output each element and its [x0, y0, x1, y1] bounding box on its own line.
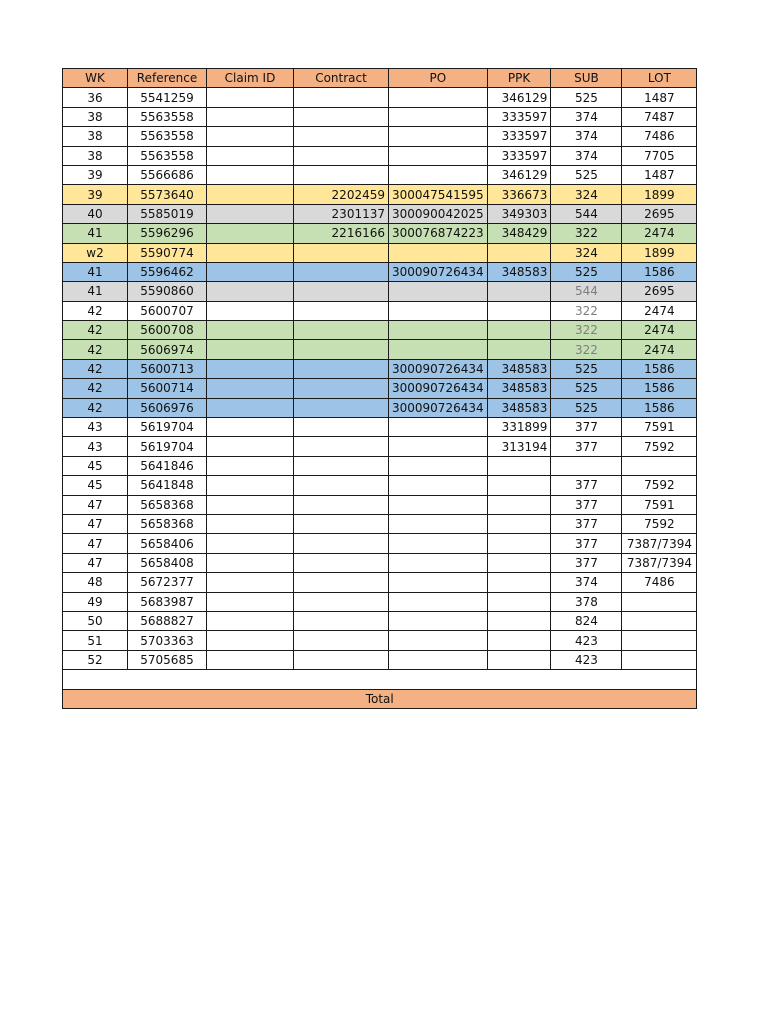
- cell-contract[interactable]: [294, 321, 389, 340]
- table-row: [63, 631, 697, 650]
- cell-wk[interactable]: 39: [63, 165, 128, 184]
- header-row: [63, 69, 697, 88]
- cell-po[interactable]: [389, 88, 488, 107]
- cell-sub[interactable]: 322: [551, 224, 622, 243]
- cell-claim-id[interactable]: [207, 437, 294, 456]
- cell-wk[interactable]: 47: [63, 553, 128, 572]
- cell-contract[interactable]: [294, 514, 389, 533]
- cell-reference[interactable]: 5672377: [128, 573, 207, 592]
- cell-claim-id[interactable]: [207, 611, 294, 630]
- cell-po[interactable]: [389, 514, 488, 533]
- table-row: [63, 185, 697, 204]
- cell-po[interactable]: [389, 301, 488, 320]
- cell-sub[interactable]: 378: [551, 592, 622, 611]
- cell-reference[interactable]: 5596296: [128, 224, 207, 243]
- cell-lot[interactable]: 7591: [622, 418, 697, 437]
- cell-po[interactable]: [389, 418, 488, 437]
- table-row: [63, 650, 697, 669]
- cell-wk[interactable]: 42: [63, 379, 128, 398]
- cell-po[interactable]: [389, 340, 488, 359]
- cell-contract[interactable]: [294, 611, 389, 630]
- cell-contract[interactable]: [294, 243, 389, 262]
- cell-sub[interactable]: 374: [551, 107, 622, 126]
- cell-sub[interactable]: [551, 456, 622, 475]
- cell-lot[interactable]: [622, 650, 697, 669]
- cell-claim-id[interactable]: [207, 650, 294, 669]
- cell-claim-id[interactable]: [207, 282, 294, 301]
- column-header-sub[interactable]: SUB: [551, 69, 622, 88]
- cell-claim-id[interactable]: [207, 107, 294, 126]
- cell-ppk[interactable]: [487, 650, 551, 669]
- cell-wk[interactable]: 41: [63, 224, 128, 243]
- cell-wk[interactable]: 51: [63, 631, 128, 650]
- cell-lot[interactable]: 1586: [622, 398, 697, 417]
- cell-wk[interactable]: 52: [63, 650, 128, 669]
- column-header-contract[interactable]: Contract: [294, 69, 389, 88]
- table-row: [63, 107, 697, 126]
- cell-wk[interactable]: 41: [63, 282, 128, 301]
- cell-lot[interactable]: 1899: [622, 243, 697, 262]
- table-row: [63, 456, 697, 475]
- cell-sub[interactable]: 525: [551, 262, 622, 281]
- cell-claim-id[interactable]: [207, 379, 294, 398]
- cell-sub[interactable]: 377: [551, 514, 622, 533]
- cell-contract[interactable]: [294, 476, 389, 495]
- cell-lot[interactable]: [622, 592, 697, 611]
- cell-wk[interactable]: 49: [63, 592, 128, 611]
- cell-lot[interactable]: [622, 456, 697, 475]
- cell-contract[interactable]: [294, 456, 389, 475]
- cell-lot[interactable]: 1487: [622, 165, 697, 184]
- cell-ppk[interactable]: 348583: [487, 359, 551, 378]
- cell-contract[interactable]: [294, 573, 389, 592]
- cell-claim-id[interactable]: [207, 592, 294, 611]
- cell-ppk[interactable]: 333597: [487, 127, 551, 146]
- cell-reference[interactable]: 5596462: [128, 262, 207, 281]
- cell-contract[interactable]: [294, 282, 389, 301]
- cell-sub[interactable]: 374: [551, 573, 622, 592]
- cell-reference[interactable]: 5619704: [128, 437, 207, 456]
- cell-po[interactable]: [389, 456, 488, 475]
- table-row: [63, 418, 697, 437]
- cell-po[interactable]: [389, 611, 488, 630]
- cell-lot[interactable]: [622, 611, 697, 630]
- cell-sub[interactable]: 322: [551, 301, 622, 320]
- total-row: [63, 689, 697, 708]
- table-row: [63, 301, 697, 320]
- cell-claim-id[interactable]: [207, 398, 294, 417]
- cell-lot[interactable]: 7705: [622, 146, 697, 165]
- cell-po[interactable]: 300090726434: [389, 379, 488, 398]
- cell-po[interactable]: [389, 127, 488, 146]
- table-row: [63, 321, 697, 340]
- cell-lot[interactable]: [622, 631, 697, 650]
- cell-wk[interactable]: 38: [63, 127, 128, 146]
- cell-reference[interactable]: 5658408: [128, 553, 207, 572]
- cell-ppk[interactable]: 348583: [487, 398, 551, 417]
- cell-reference[interactable]: 5703363: [128, 631, 207, 650]
- column-header-claim-id[interactable]: Claim ID: [207, 69, 294, 88]
- cell-lot[interactable]: 1586: [622, 359, 697, 378]
- table-row: [63, 146, 697, 165]
- cell-claim-id[interactable]: [207, 514, 294, 533]
- table-row: [63, 611, 697, 630]
- cell-po[interactable]: [389, 165, 488, 184]
- cell-po[interactable]: [389, 534, 488, 553]
- cell-wk[interactable]: 43: [63, 418, 128, 437]
- cell-po[interactable]: 300047541595: [389, 185, 488, 204]
- cell-lot[interactable]: 1586: [622, 379, 697, 398]
- cell-ppk[interactable]: [487, 243, 551, 262]
- cell-po[interactable]: 300090726434: [389, 359, 488, 378]
- cell-ppk[interactable]: 333597: [487, 107, 551, 126]
- cell-sub[interactable]: 377: [551, 553, 622, 572]
- cell-sub[interactable]: 544: [551, 204, 622, 223]
- cell-ppk[interactable]: [487, 456, 551, 475]
- cell-po[interactable]: [389, 243, 488, 262]
- cell-wk[interactable]: w2: [63, 243, 128, 262]
- cell-wk[interactable]: 38: [63, 107, 128, 126]
- cell-contract[interactable]: [294, 398, 389, 417]
- cell-ppk[interactable]: [487, 476, 551, 495]
- cell-claim-id[interactable]: [207, 146, 294, 165]
- cell-sub[interactable]: 377: [551, 418, 622, 437]
- cell-lot[interactable]: 7487: [622, 107, 697, 126]
- cell-reference[interactable]: 5683987: [128, 592, 207, 611]
- cell-contract[interactable]: [294, 262, 389, 281]
- cell-sub[interactable]: 322: [551, 340, 622, 359]
- column-header-reference[interactable]: Reference: [128, 69, 207, 88]
- table-row: [63, 282, 697, 301]
- cell-ppk[interactable]: [487, 282, 551, 301]
- cell-sub[interactable]: 377: [551, 437, 622, 456]
- column-header-lot[interactable]: LOT: [622, 69, 697, 88]
- cell-contract[interactable]: [294, 301, 389, 320]
- cell-claim-id[interactable]: [207, 185, 294, 204]
- cell-ppk[interactable]: 336673: [487, 185, 551, 204]
- column-header-ppk[interactable]: PPK: [487, 69, 551, 88]
- cell-contract[interactable]: [294, 379, 389, 398]
- cell-reference[interactable]: 5658406: [128, 534, 207, 553]
- table-row: [63, 592, 697, 611]
- cell-claim-id[interactable]: [207, 243, 294, 262]
- cell-lot[interactable]: 1899: [622, 185, 697, 204]
- cell-sub[interactable]: 525: [551, 359, 622, 378]
- cell-contract[interactable]: [294, 340, 389, 359]
- cell-po[interactable]: [389, 650, 488, 669]
- cell-wk[interactable]: 36: [63, 88, 128, 107]
- cell-contract[interactable]: [294, 107, 389, 126]
- cell-contract[interactable]: 2216166: [294, 224, 389, 243]
- cell-claim-id[interactable]: [207, 340, 294, 359]
- cell-lot[interactable]: 7486: [622, 573, 697, 592]
- table-row: [63, 243, 697, 262]
- cell-reference[interactable]: 5641848: [128, 476, 207, 495]
- cell-ppk[interactable]: [487, 514, 551, 533]
- cell-sub[interactable]: 525: [551, 379, 622, 398]
- cell-claim-id[interactable]: [207, 321, 294, 340]
- cell-ppk[interactable]: 348429: [487, 224, 551, 243]
- table-row: [63, 398, 697, 417]
- cell-contract[interactable]: [294, 437, 389, 456]
- blank-row: [63, 670, 697, 689]
- cell-sub[interactable]: 377: [551, 534, 622, 553]
- cell-po[interactable]: [389, 573, 488, 592]
- table-body: [63, 88, 697, 670]
- cell-sub[interactable]: 525: [551, 398, 622, 417]
- cell-claim-id[interactable]: [207, 165, 294, 184]
- cell-contract[interactable]: [294, 650, 389, 669]
- cell-reference[interactable]: 5658368: [128, 495, 207, 514]
- cell-reference[interactable]: 5606976: [128, 398, 207, 417]
- cell-ppk[interactable]: 348583: [487, 379, 551, 398]
- cell-ppk[interactable]: [487, 592, 551, 611]
- cell-wk[interactable]: 47: [63, 514, 128, 533]
- cell-lot[interactable]: 2474: [622, 301, 697, 320]
- cell-reference[interactable]: 5573640: [128, 185, 207, 204]
- total-label[interactable]: Total: [63, 689, 697, 708]
- cell-contract[interactable]: [294, 534, 389, 553]
- cell-ppk[interactable]: 348583: [487, 262, 551, 281]
- table-row: [63, 534, 697, 553]
- cell-ppk[interactable]: [487, 573, 551, 592]
- cell-wk[interactable]: 48: [63, 573, 128, 592]
- cell-lot[interactable]: 7591: [622, 495, 697, 514]
- cell-wk[interactable]: 42: [63, 398, 128, 417]
- cell-lot[interactable]: 2474: [622, 224, 697, 243]
- cell-po[interactable]: [389, 592, 488, 611]
- cell-sub[interactable]: 322: [551, 321, 622, 340]
- cell-reference[interactable]: 5606974: [128, 340, 207, 359]
- cell-lot[interactable]: 7486: [622, 127, 697, 146]
- cell-po[interactable]: [389, 437, 488, 456]
- cell-wk[interactable]: 47: [63, 495, 128, 514]
- cell-claim-id[interactable]: [207, 418, 294, 437]
- cell-po[interactable]: [389, 107, 488, 126]
- cell-sub[interactable]: 377: [551, 476, 622, 495]
- cell-reference[interactable]: 5641846: [128, 456, 207, 475]
- cell-ppk[interactable]: 346129: [487, 88, 551, 107]
- cell-wk[interactable]: 39: [63, 185, 128, 204]
- cell-po[interactable]: [389, 631, 488, 650]
- table-row: [63, 127, 697, 146]
- cell-wk[interactable]: 45: [63, 476, 128, 495]
- table-row: [63, 437, 697, 456]
- column-header-po[interactable]: PO: [389, 69, 488, 88]
- cell-sub[interactable]: 374: [551, 146, 622, 165]
- cell-claim-id[interactable]: [207, 224, 294, 243]
- cell-contract[interactable]: 2202459: [294, 185, 389, 204]
- spreadsheet-table: [62, 68, 697, 709]
- cell-contract[interactable]: [294, 418, 389, 437]
- cell-lot[interactable]: 1487: [622, 88, 697, 107]
- cell-reference[interactable]: 5619704: [128, 418, 207, 437]
- cell-contract[interactable]: [294, 359, 389, 378]
- cell-reference[interactable]: 5590774: [128, 243, 207, 262]
- cell-contract[interactable]: [294, 592, 389, 611]
- cell-reference[interactable]: 5705685: [128, 650, 207, 669]
- cell-sub[interactable]: 423: [551, 650, 622, 669]
- cell-claim-id[interactable]: [207, 301, 294, 320]
- cell-reference[interactable]: 5688827: [128, 611, 207, 630]
- cell-claim-id[interactable]: [207, 573, 294, 592]
- cell-lot[interactable]: 7387/7394: [622, 534, 697, 553]
- cell-po[interactable]: [389, 553, 488, 572]
- table-row: [63, 359, 697, 378]
- cell-lot[interactable]: 7387/7394: [622, 553, 697, 572]
- table-row: [63, 340, 697, 359]
- cell-ppk[interactable]: [487, 553, 551, 572]
- cell-sub[interactable]: 824: [551, 611, 622, 630]
- blank-cell[interactable]: [63, 670, 697, 689]
- cell-ppk[interactable]: 346129: [487, 165, 551, 184]
- cell-wk[interactable]: 38: [63, 146, 128, 165]
- cell-contract[interactable]: [294, 127, 389, 146]
- cell-po[interactable]: [389, 476, 488, 495]
- cell-reference[interactable]: 5600713: [128, 359, 207, 378]
- cell-ppk[interactable]: [487, 321, 551, 340]
- cell-sub[interactable]: 544: [551, 282, 622, 301]
- cell-claim-id[interactable]: [207, 495, 294, 514]
- cell-lot[interactable]: 2474: [622, 340, 697, 359]
- cell-po[interactable]: 300090726434: [389, 262, 488, 281]
- cell-claim-id[interactable]: [207, 476, 294, 495]
- cell-ppk[interactable]: 333597: [487, 146, 551, 165]
- cell-claim-id[interactable]: [207, 262, 294, 281]
- cell-lot[interactable]: 2695: [622, 204, 697, 223]
- table-row: [63, 204, 697, 223]
- table-row: [63, 573, 697, 592]
- table-row: [63, 88, 697, 107]
- cell-sub[interactable]: 324: [551, 243, 622, 262]
- cell-claim-id[interactable]: [207, 553, 294, 572]
- cell-ppk[interactable]: 349303: [487, 204, 551, 223]
- cell-reference[interactable]: 5658368: [128, 514, 207, 533]
- cell-reference[interactable]: 5600708: [128, 321, 207, 340]
- cell-claim-id[interactable]: [207, 204, 294, 223]
- cell-po[interactable]: [389, 282, 488, 301]
- table-row: [63, 476, 697, 495]
- column-header-wk[interactable]: WK: [63, 69, 128, 88]
- table-row: [63, 553, 697, 572]
- cell-po[interactable]: 300090042025: [389, 204, 488, 223]
- table-row: [63, 224, 697, 243]
- cell-claim-id[interactable]: [207, 359, 294, 378]
- cell-wk[interactable]: 40: [63, 204, 128, 223]
- cell-po[interactable]: [389, 495, 488, 514]
- cell-wk[interactable]: 42: [63, 340, 128, 359]
- cell-ppk[interactable]: [487, 631, 551, 650]
- cell-wk[interactable]: 50: [63, 611, 128, 630]
- cell-lot[interactable]: 1586: [622, 262, 697, 281]
- cell-contract[interactable]: [294, 495, 389, 514]
- cell-contract[interactable]: 2301137: [294, 204, 389, 223]
- cell-reference[interactable]: 5585019: [128, 204, 207, 223]
- cell-lot[interactable]: 7592: [622, 437, 697, 456]
- cell-wk[interactable]: 42: [63, 301, 128, 320]
- cell-po[interactable]: [389, 321, 488, 340]
- cell-ppk[interactable]: [487, 495, 551, 514]
- cell-claim-id[interactable]: [207, 127, 294, 146]
- cell-wk[interactable]: 43: [63, 437, 128, 456]
- cell-wk[interactable]: 42: [63, 321, 128, 340]
- cell-sub[interactable]: 374: [551, 127, 622, 146]
- cell-reference[interactable]: 5600714: [128, 379, 207, 398]
- cell-wk[interactable]: 41: [63, 262, 128, 281]
- cell-reference[interactable]: 5563558: [128, 127, 207, 146]
- cell-ppk[interactable]: [487, 611, 551, 630]
- cell-contract[interactable]: [294, 553, 389, 572]
- cell-ppk[interactable]: 331899: [487, 418, 551, 437]
- table-row: [63, 379, 697, 398]
- cell-sub[interactable]: 423: [551, 631, 622, 650]
- cell-reference[interactable]: 5590860: [128, 282, 207, 301]
- cell-reference[interactable]: 5600707: [128, 301, 207, 320]
- cell-lot[interactable]: 2695: [622, 282, 697, 301]
- cell-contract[interactable]: [294, 631, 389, 650]
- cell-claim-id[interactable]: [207, 456, 294, 475]
- cell-contract[interactable]: [294, 146, 389, 165]
- cell-wk[interactable]: 45: [63, 456, 128, 475]
- cell-lot[interactable]: 7592: [622, 476, 697, 495]
- cell-contract[interactable]: [294, 165, 389, 184]
- cell-lot[interactable]: 2474: [622, 321, 697, 340]
- table-row: [63, 165, 697, 184]
- cell-reference[interactable]: 5563558: [128, 107, 207, 126]
- cell-po[interactable]: [389, 146, 488, 165]
- table-row: [63, 262, 697, 281]
- cell-ppk[interactable]: [487, 534, 551, 553]
- cell-wk[interactable]: 42: [63, 359, 128, 378]
- cell-ppk[interactable]: [487, 340, 551, 359]
- cell-po[interactable]: 300076874223: [389, 224, 488, 243]
- cell-wk[interactable]: 47: [63, 534, 128, 553]
- cell-reference[interactable]: 5563558: [128, 146, 207, 165]
- cell-sub[interactable]: 525: [551, 165, 622, 184]
- cell-claim-id[interactable]: [207, 631, 294, 650]
- table-row: [63, 514, 697, 533]
- table-row: [63, 495, 697, 514]
- cell-claim-id[interactable]: [207, 534, 294, 553]
- cell-reference[interactable]: 5541259: [128, 88, 207, 107]
- cell-lot[interactable]: 7592: [622, 514, 697, 533]
- cell-ppk[interactable]: [487, 301, 551, 320]
- cell-contract[interactable]: [294, 88, 389, 107]
- cell-sub[interactable]: 525: [551, 88, 622, 107]
- cell-reference[interactable]: 5566686: [128, 165, 207, 184]
- cell-ppk[interactable]: 313194: [487, 437, 551, 456]
- cell-claim-id[interactable]: [207, 88, 294, 107]
- cell-sub[interactable]: 324: [551, 185, 622, 204]
- cell-sub[interactable]: 377: [551, 495, 622, 514]
- cell-po[interactable]: 300090726434: [389, 398, 488, 417]
